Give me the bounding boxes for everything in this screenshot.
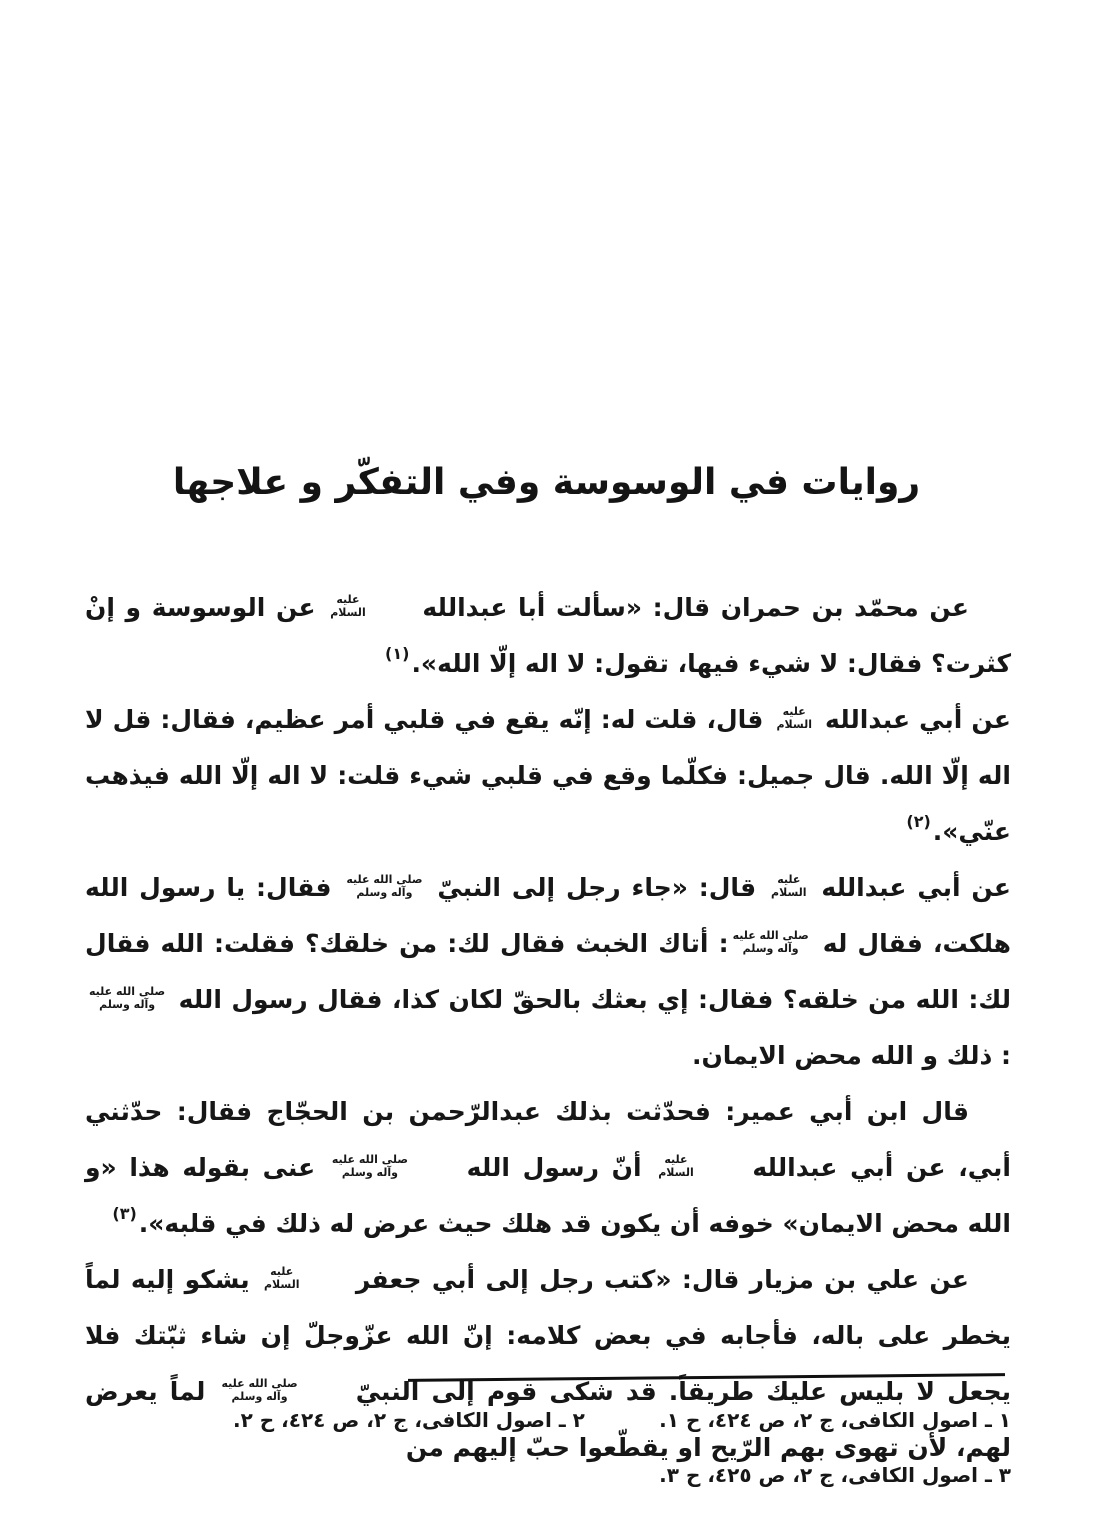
honorific-alayhis-salam: عليه السلام (330, 592, 366, 619)
honorific-sallallahu-alayhi-wa-aalih: صلى الله عليه وآله وسلم (732, 928, 809, 955)
honorific-alayhis-salam: عليه السلام (776, 704, 812, 731)
honorific-alayhis-salam: عليه السلام (771, 872, 807, 899)
page-title: روايات في الوسوسة وفي التفكّر و علاجها (172, 462, 921, 503)
paragraph: عن أبي عبدالله عليه السلام قال: «جاء رجل إلى النبيّ صلى الله عليه وآله وسلم فقال: يا رسول الله هلكت، فقال له صلى الله عليه وآله وسلم : أتاك الخبث فقال لك: من خلقك؟ فقلت: الله فقال لك: الله من خلقه؟ فقال: إي بعثك بالحقّ لكان كذا، فقال رسول الله صلى الله عليه وآله وسلم : ذلك و الله محض الايمان. (85, 872, 1012, 1070)
paragraph: عن أبي عبدالله عليه السلام قال، قلت له: إنّه يقع في قلبي أمر عظيم، فقال: قل لا اله إلّا الله. قال جميل: فكلّما وقع في قلبي شيء قلت: لا اله إلّا الله فيذهب عنّي».$^{(٢)}$ (85, 704, 1011, 846)
honorific-sallallahu-alayhi-wa-aalih: صلى الله عليه وآله وسلم (89, 984, 166, 1011)
footnote-marker: (٣) (112, 1203, 137, 1223)
content (85, 580, 1011, 1476)
honorific-alayhis-salam: عليه السلام (658, 1152, 694, 1179)
honorific-sallallahu-alayhi-wa-aalih: صلى الله عليه وآله وسلم (221, 1376, 298, 1403)
paragraph: عن علي بن مزيار قال: «كتب رجل إلى أبي جعفر عليه السلام يشكو إليه لماً يخطر على باله، فأجابه في بعض كلامه: إنّ الله عزّوجلّ إن شاء ثبّتك فلا يجعل لا بليس عليك طريقاً. قد شكى قوم إلى النبيّ صلى الله عليه وآله وسلم لماً يعرض لهم، لأن تهوى بهم الرّيح او يقطّعوا حبّ إليهم من (85, 1264, 1011, 1462)
honorific-sallallahu-alayhi-wa-aalih: صلى الله عليه وآله وسلم (331, 1152, 408, 1179)
paragraph: قال ابن أبي عمير: فحدّثت بذلك عبدالرّحمن بن الحجّاج فقال: حدّثني أبي، عن أبي عبدالله عليه السلام أنّ رسول الله صلى الله عليه وآله وسلم عنى بقوله هذا «و الله محض الايمان» خوفه أن يكون قد هلك حيث عرض له ذلك في قلبه».$^{(٣)}$ (85, 1097, 1011, 1238)
footnote-3: ٣ ـ اصول الكافى، ج ٢، ص ٤٢٥، ح ٣. (659, 1463, 1011, 1487)
footnote-1: ١ ـ اصول الكافى، ج ٢، ص ٤٢٤، ح ١. (659, 1408, 1011, 1432)
paragraph: عن محمّد بن حمران قال: «سألت أبا عبدالله عليه السلام عن الوسوسة و إنْ كثرت؟ فقال: لا شيء فيها، تقول: لا اله إلّا الله».$^{(١)}$ (85, 592, 1011, 678)
honorific-sallallahu-alayhi-wa-aalih: صلى الله عليه وآله وسلم (346, 872, 423, 899)
footnote-row-2 (85, 1463, 1011, 1487)
footnote-marker: (١) (385, 643, 410, 663)
footnote-2: ٢ ـ اصول الكافى، ج ٢، ص ٤٢٤، ح ٢. (233, 1408, 585, 1432)
footnote-row-1 (85, 1408, 1011, 1432)
footnote-marker: (٢) (906, 811, 931, 831)
honorific-alayhis-salam: عليه السلام (263, 1264, 300, 1291)
